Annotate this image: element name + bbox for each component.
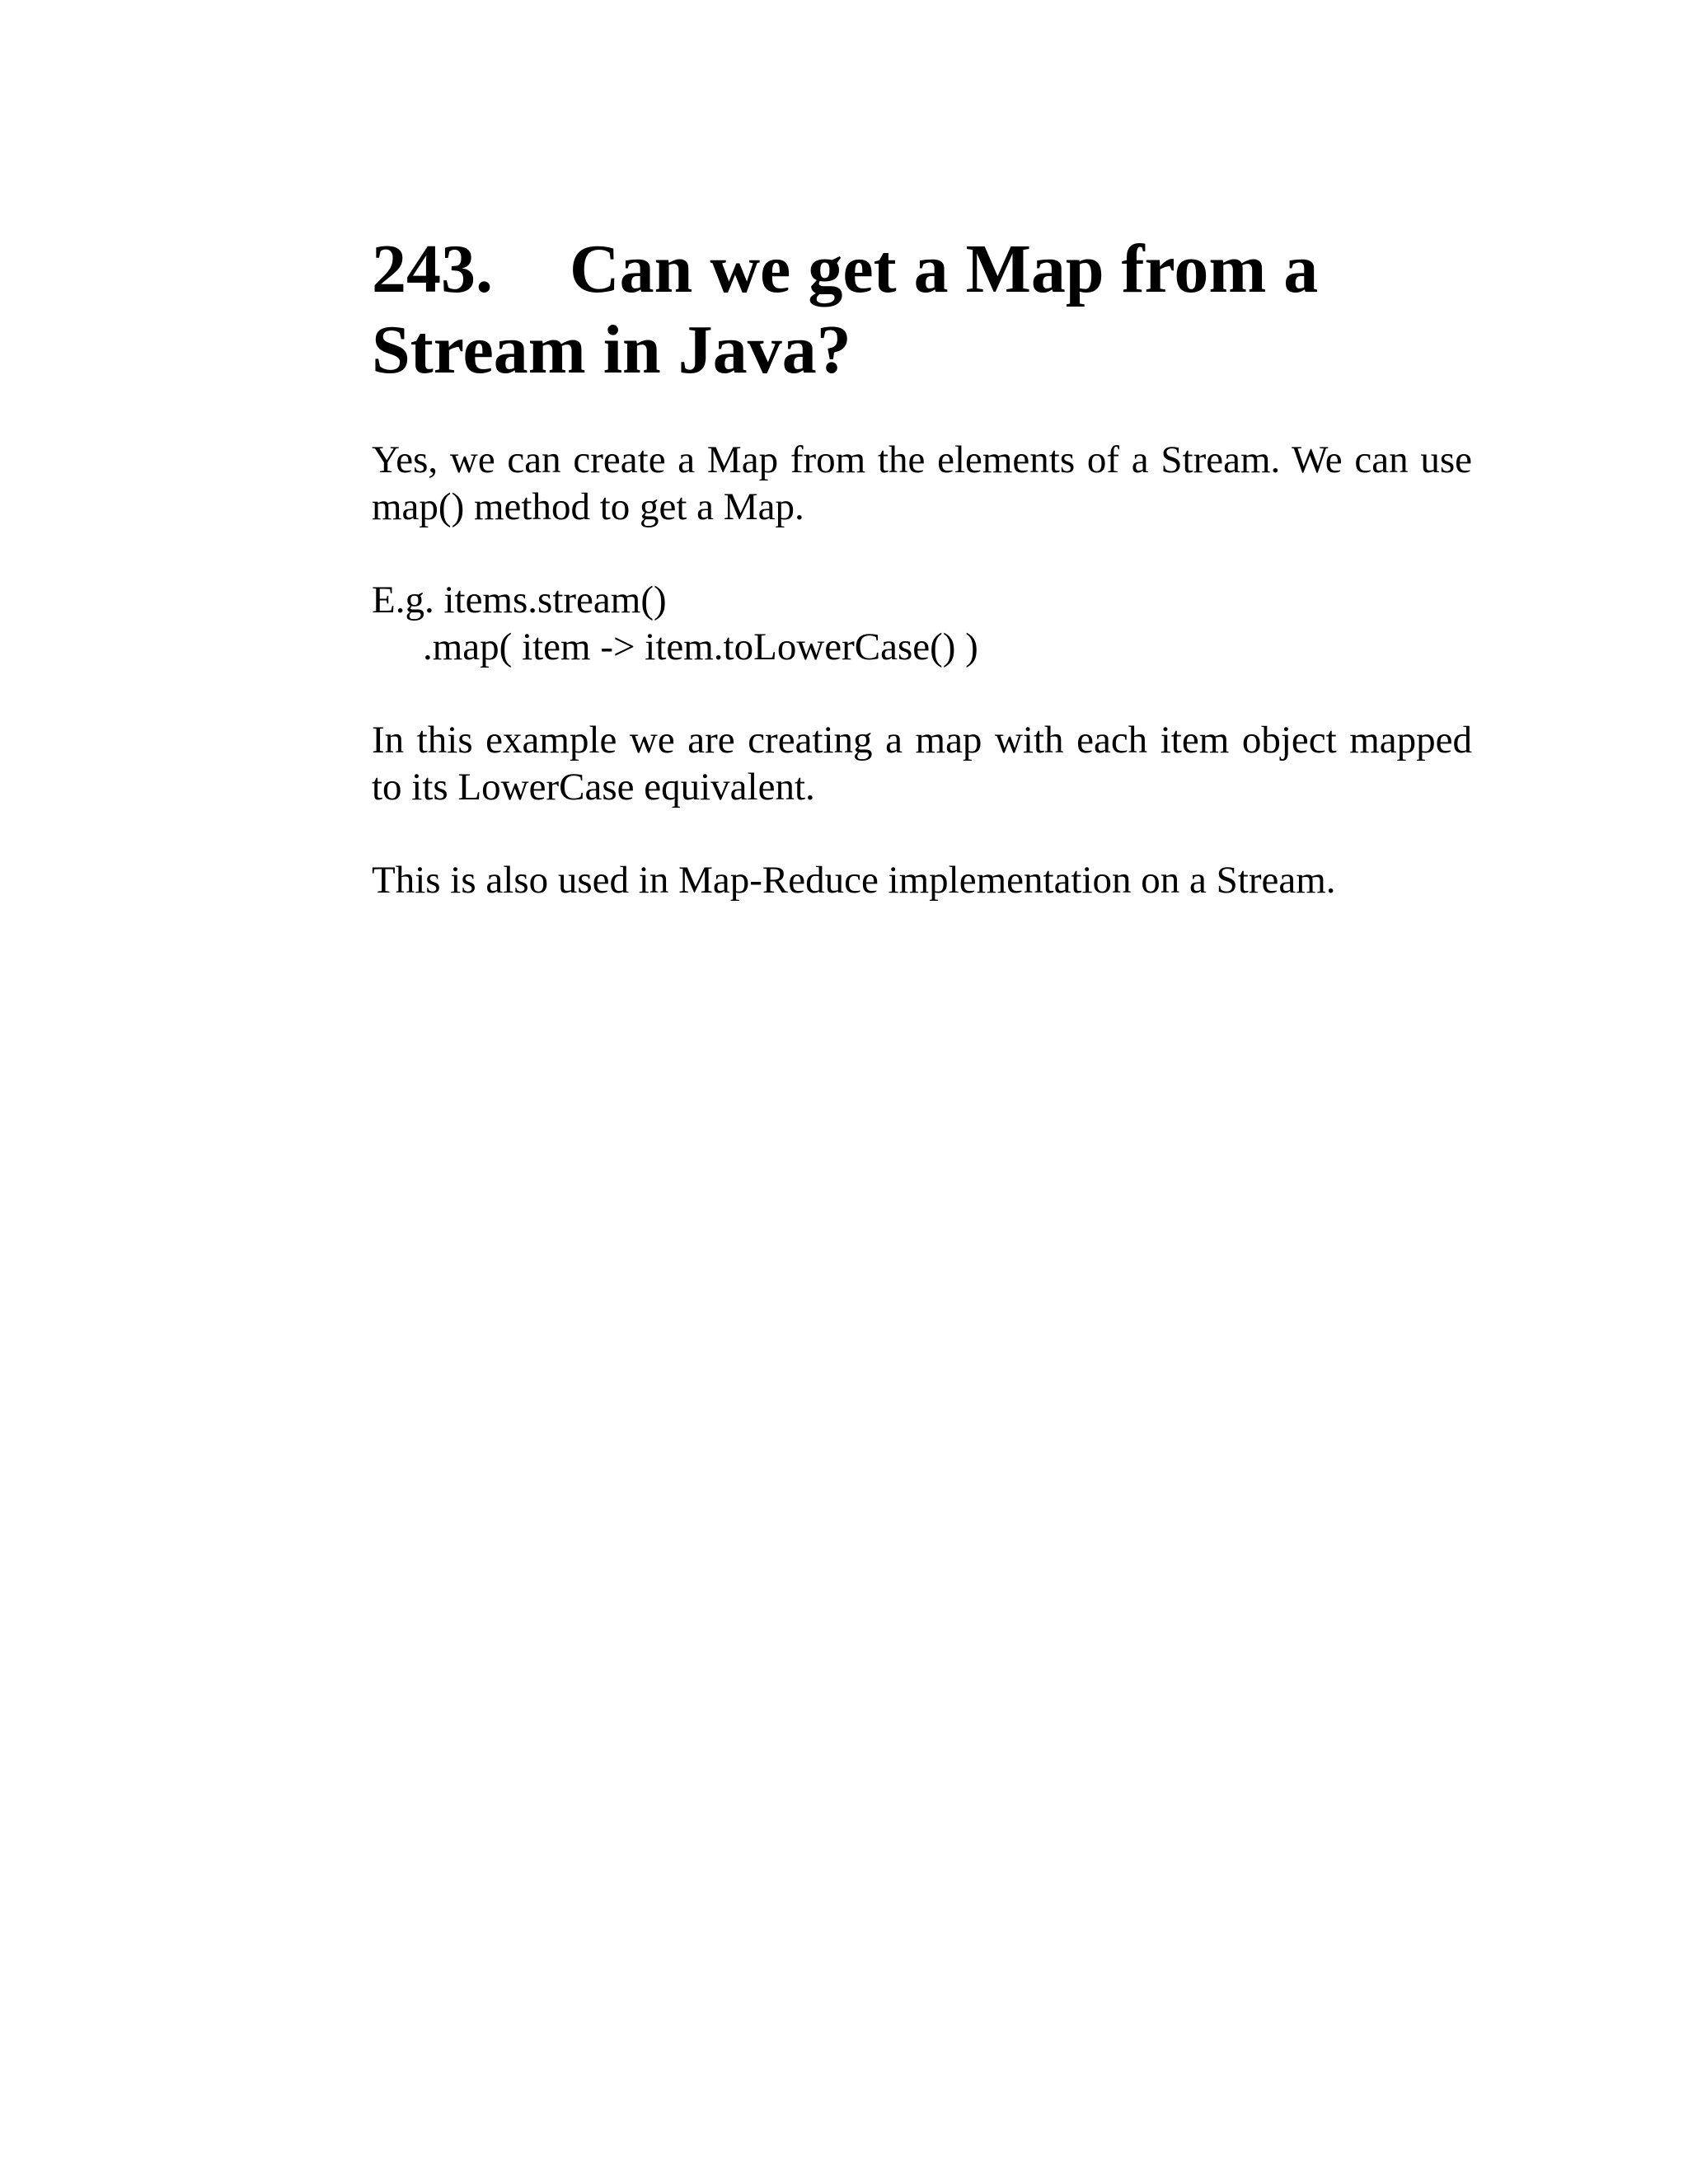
page-content: [372, 229, 1472, 904]
code-example-line1: E.g. items.stream(): [372, 579, 667, 621]
question-number: 243.: [372, 231, 493, 307]
question-heading: [372, 229, 1472, 391]
answer-paragraph-intro: Yes, we can create a Map from the elements of a Stream. We can use map() method to get a Map.: [372, 438, 1472, 528]
answer-paragraph-explanation: In this example we are creating a map with each item object mapped to its LowerCase equivalent.: [372, 719, 1472, 808]
question-title-line1: Can we get a Map from a: [570, 231, 1319, 307]
code-example: [372, 577, 1472, 671]
question-title-line2: Stream in Java?: [372, 312, 851, 388]
code-example-line2: .map( item -> item.toLowerCase() ): [423, 626, 978, 668]
answer-paragraph-note: This is also used in Map-Reduce implementation on a Stream.: [372, 859, 1336, 902]
